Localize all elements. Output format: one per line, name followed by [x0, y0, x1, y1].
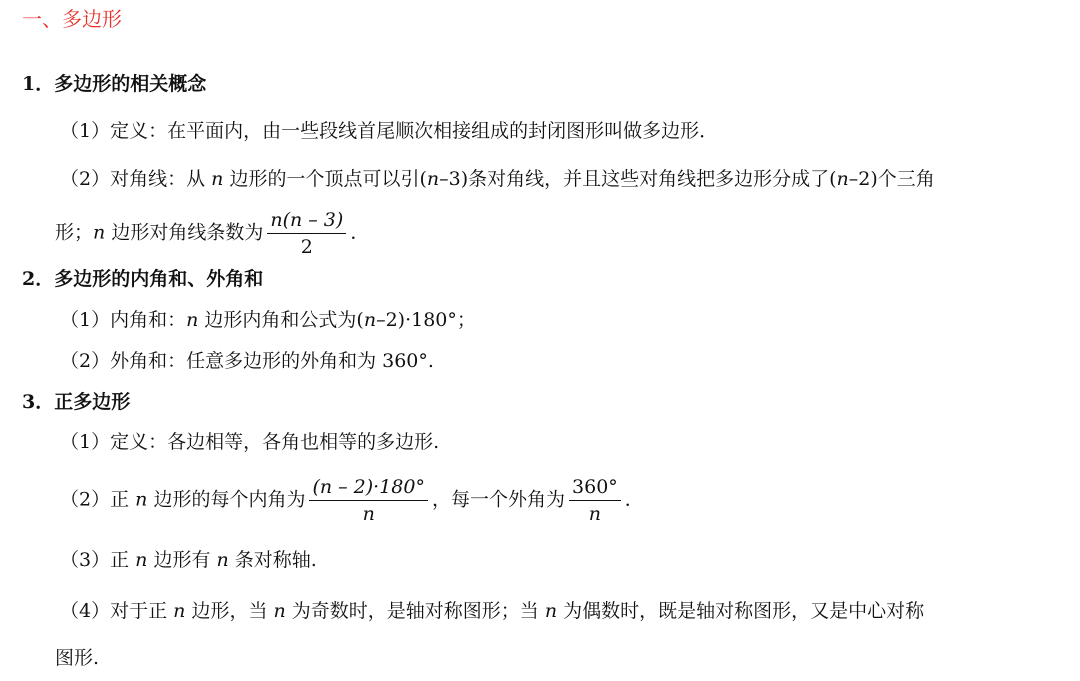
exterior-angle-sum: （2）外角和：任意多边形的外角和为 360°.	[60, 350, 434, 372]
interior-angle-fraction: $\frac{(n - 2)\cdot 180^\circ}{n}$	[309, 474, 428, 527]
regular-polygon-angles: （2）正 n 边形的每个内角为 $\frac{(n - 2)\cdot 180^\circ}{n}$ ，每一个外角为 $\frac{360^\circ}{n}$ ．	[60, 476, 644, 525]
page-title: 一、多边形	[22, 7, 122, 31]
diagonal-line-1: （2）对角线：从 n 边形的一个顶点可以引(n–3)条对角线，并且这些对角线把多边形分成了(n–2)个三角	[60, 168, 935, 190]
polygon-definition: （1）定义：在平面内，由一些段线首尾顺次相接组成的封闭图形叫做多边形．	[60, 120, 719, 142]
symmetry-axes: （3）正 n 边形有 n 条对称轴.	[60, 549, 317, 571]
diagonal-count-fraction: $\frac{n(n - 3)}{2}$	[267, 207, 346, 260]
exterior-angle-fraction: $\frac{360^\circ}{n}$	[569, 474, 621, 527]
section-2-heading: 2．多边形的内角和、外角和	[22, 268, 264, 290]
section-1-heading: 1．多边形的相关概念	[22, 73, 207, 95]
symmetry-property-line-1: （4）对于正 n 边形，当 n 为奇数时，是轴对称图形；当 n 为偶数时，既是轴对称图形，又是中心对称	[60, 600, 925, 622]
interior-angle-sum: （1）内角和：n 边形内角和公式为(n–2)·180°；	[60, 309, 476, 331]
diagonal-line-2: 形；n 边形对角线条数为 $\frac{n(n - 3)}{2}$ ．	[55, 209, 370, 258]
section-3-heading: 3．正多边形	[22, 391, 131, 413]
regular-polygon-definition: （1）定义：各边相等，各角也相等的多边形.	[60, 431, 440, 453]
symmetry-property-line-2: 图形.	[55, 647, 100, 669]
